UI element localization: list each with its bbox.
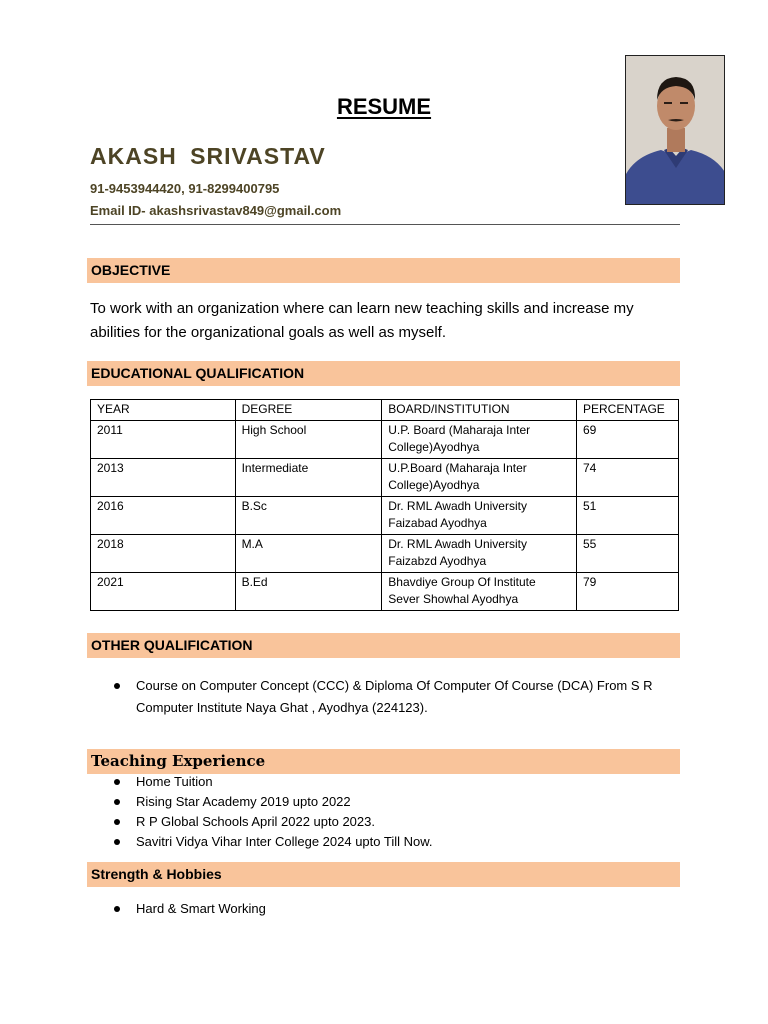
- objective-heading: OBJECTIVE: [87, 258, 680, 283]
- degree-cell: M.A: [235, 534, 382, 572]
- institution-cell: Dr. RML Awadh University Faizabzd Ayodhya: [382, 534, 577, 572]
- percentage-cell: 79: [577, 572, 679, 610]
- portrait-image: [626, 56, 725, 205]
- year-cell: 2016: [91, 496, 236, 534]
- year-cell: 2011: [91, 420, 236, 458]
- table-row: [91, 458, 679, 496]
- list-item: Hard & Smart Working: [90, 899, 266, 919]
- column-header: BOARD/INSTITUTION: [382, 400, 577, 421]
- teaching-list: [90, 772, 433, 852]
- institution-cell: U.P.Board (Maharaja Inter College)Ayodhya: [382, 458, 577, 496]
- header-divider: [90, 224, 680, 225]
- education-table: [90, 399, 679, 611]
- year-cell: 2021: [91, 572, 236, 610]
- list-item: Savitri Vidya Vihar Inter College 2024 upto Till Now.: [90, 832, 433, 852]
- degree-cell: B.Ed: [235, 572, 382, 610]
- list-item: Rising Star Academy 2019 upto 2022: [90, 792, 433, 812]
- table-row: [91, 572, 679, 610]
- institution-cell: Bhavdiye Group Of Institute Sever Showhal Ayodhya: [382, 572, 577, 610]
- percentage-cell: 74: [577, 458, 679, 496]
- other-qualification-heading: OTHER QUALIFICATION: [87, 633, 680, 658]
- email-line: Email ID- akashsrivastav849@gmail.com: [90, 203, 342, 218]
- resume-title: RESUME: [336, 94, 432, 119]
- table-header-row: [91, 400, 679, 421]
- hobbies-list: [90, 899, 266, 919]
- column-header: PERCENTAGE: [577, 400, 679, 421]
- list-item: Course on Computer Concept (CCC) & Diploma Of Computer Of Course (DCA) From S R Computer Institute Naya Ghat , Ayodhya (224123).: [90, 675, 660, 719]
- percentage-cell: 55: [577, 534, 679, 572]
- institution-cell: U.P. Board (Maharaja Inter College)Ayodhya: [382, 420, 577, 458]
- objective-text: To work with an organization where can learn new teaching skills and increase my abilities for the organizational goals as well as myself.: [90, 300, 634, 341]
- hobbies-heading: Strength & Hobbies: [87, 862, 680, 887]
- phone-numbers: 91-9453944420, 91-8299400795: [90, 181, 280, 196]
- table-row: [91, 496, 679, 534]
- percentage-cell: 69: [577, 420, 679, 458]
- education-heading: EDUCATIONAL QUALIFICATION: [87, 361, 680, 386]
- table-row: [91, 420, 679, 458]
- candidate-name: AKASH SRIVASTAV: [90, 143, 326, 169]
- degree-cell: High School: [235, 420, 382, 458]
- table-row: [91, 534, 679, 572]
- profile-photo: [625, 55, 725, 205]
- year-cell: 2013: [91, 458, 236, 496]
- institution-cell: Dr. RML Awadh University Faizabad Ayodhya: [382, 496, 577, 534]
- year-cell: 2018: [91, 534, 236, 572]
- percentage-cell: 51: [577, 496, 679, 534]
- degree-cell: B.Sc: [235, 496, 382, 534]
- column-header: DEGREE: [235, 400, 382, 421]
- teaching-heading: Teaching Experience: [87, 749, 680, 774]
- degree-cell: Intermediate: [235, 458, 382, 496]
- other-qualification-list: [90, 675, 660, 719]
- list-item: R P Global Schools April 2022 upto 2023.: [90, 812, 433, 832]
- column-header: YEAR: [91, 400, 236, 421]
- list-item: Home Tuition: [90, 772, 433, 792]
